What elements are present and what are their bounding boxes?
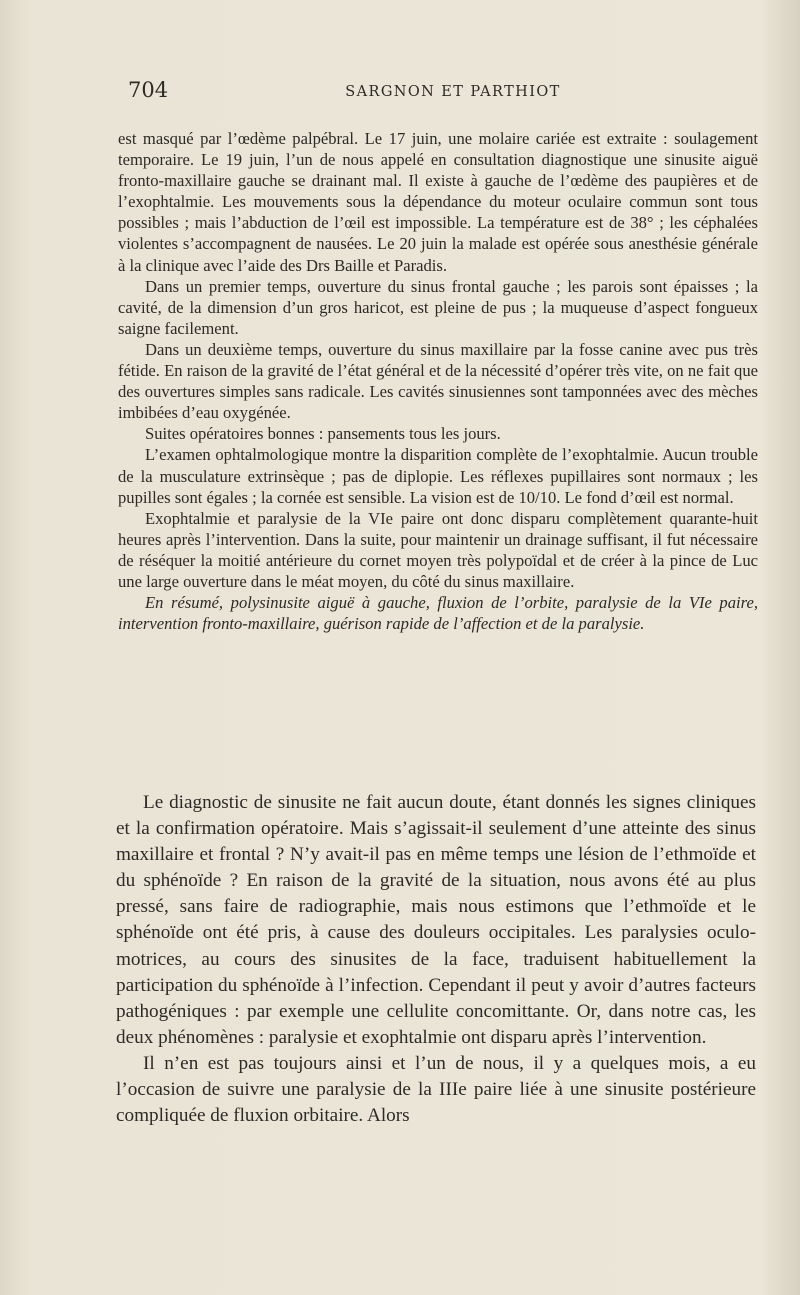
case-paragraph: Dans un premier temps, ouverture du sinus frontal gauche ; les parois sont épaisses ; la cavité, de la dimension d’un gros haricot, est pleine de pus ; la muqueuse d’aspect fongueux saigne facilement.: [118, 276, 758, 338]
case-paragraph: Suites opératoires bonnes : pansements tous les jours.: [145, 424, 501, 444]
case-paragraph: est masqué par l’œdème palpébral. Le 17 juin, une molaire cariée est extraite : soulagement temporaire. Le 19 juin, l’un de nous appelé en consultation diagnostique une sinusite aiguë fronto-maxillaire gauche se drainant mal. Il existe à gauche de l’œdème des paupières et de l’exophtalmie. Les mouvements sous la dépendance du moteur oculaire commun sont tous possibles ; mais l’abduction de l’œil est impossible. La température est de 38° ; les céphalées violentes s’accompagnent de nausées. Le 20 juin la malade est opérée sous anesthésie générale à la clinique avec l’aide des Drs Baille et Paradis.: [118, 129, 758, 275]
discussion: [116, 790, 756, 1129]
case-paragraph: Exophtalmie et paralysie de la VIe paire ont donc disparu complètement quarante-huit heures après l’intervention. Dans la suite, pour maintenir un drainage suffisant, il fut nécessaire de réséquer la moitié antérieure du cornet moyen très polypoïdal et de créer à la pince de Luc une large ouverture dans le méat moyen, du côté du sinus maxillaire.: [118, 508, 758, 591]
discussion-paragraph: Le diagnostic de sinusite ne fait aucun doute, étant donnés les signes cliniques et la confirmation opératoire. Mais s’agissait-il seulement d’une atteinte des sinus maxillaire et frontal ? N’y avait-il pas en même temps une lésion de l’ethmoïde et du sphénoïde ? En raison de la gravité de la situation, nous avons été au plus pressé, sans faire de radiographie, mais nous estimons que l’ethmoïde et le sphénoïde ont été pris, à cause des douleurs occipitales. Les paralysies oculo-motrices, au cours des sinusites de la face, traduisent habituellement la participation du sphénoïde à l’infection. Cependant il peut y avoir d’autres facteurs pathogéniques : par exemple une cellulite concomittante. Or, dans notre cas, les deux phénomènes : paralysie et exophtalmie ont disparu après l’intervention.: [116, 792, 756, 1048]
case-paragraph: Dans un deuxième temps, ouverture du sinus maxillaire par la fosse canine avec pus très fétide. En raison de la gravité de l’état général et de la nécessité d’opérer très vite, on ne fait que des ouvertures simples sans radicale. Les cavités sinusiennes sont tamponnées avec des mèches imbibées d’eau oxygénée.: [118, 339, 758, 423]
page-header: [128, 78, 758, 104]
case-paragraph: L’examen ophtalmologique montre la disparition complète de l’exophtalmie. Aucun trouble de la musculature extrinsèque ; pas de diplopie. Les réflexes pupillaires sont normaux ; les pupilles sont égales ; la cornée est sensible. La vision est de 10/10. Le fond d’œil est normal.: [118, 445, 758, 507]
running-head: SARGNON ET PARTHIOT: [345, 84, 561, 100]
case-summary: En résumé, polysinusite aiguë à gauche, fluxion de l’orbite, paralysie de la VIe paire, intervention fronto-maxillaire, guérison rapide de l’affection et de la paralysie.: [118, 593, 758, 634]
discussion-paragraph: Il n’en est pas toujours ainsi et l’un de nous, il y a quelques mois, a eu l’occasion de suivre une paralysie de la IIIe paire liée à une sinusite postérieure compliquée de fluxion orbitaire. Alors: [116, 1052, 756, 1127]
page-number: 704: [128, 78, 169, 102]
case-report: [118, 128, 758, 634]
